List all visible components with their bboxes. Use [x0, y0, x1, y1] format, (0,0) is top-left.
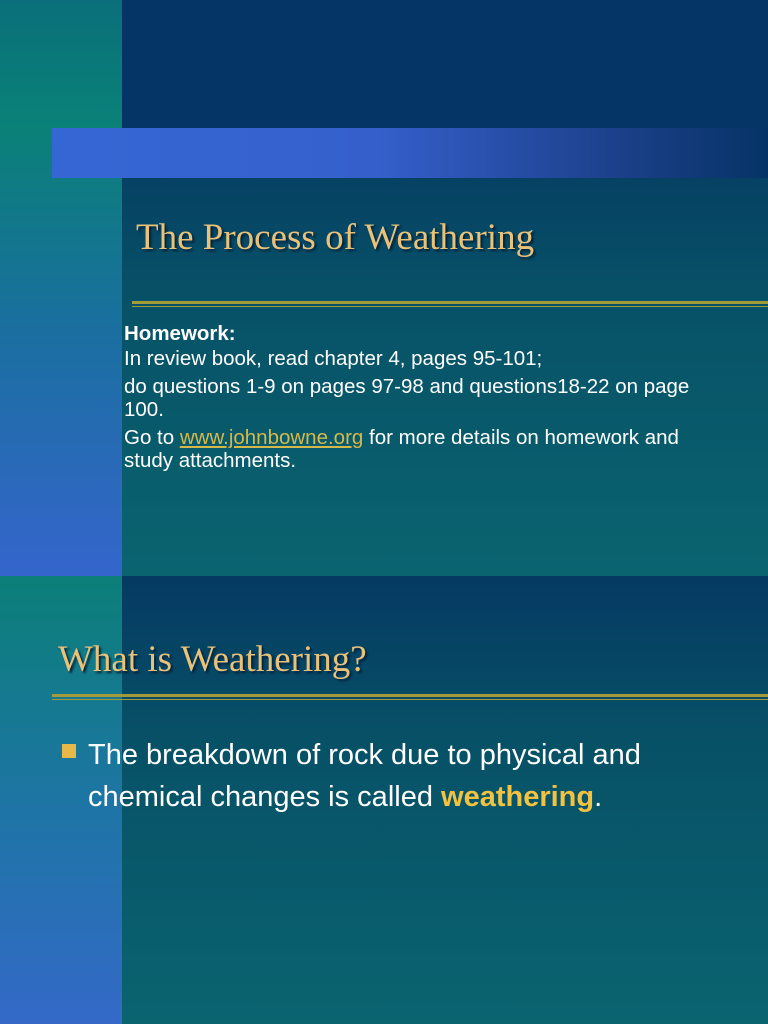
bullet-item: [62, 734, 752, 818]
homework-text-block: [124, 322, 724, 477]
slide-title: What is Weathering?: [58, 639, 367, 680]
homework-line-reading: In review book, read chapter 4, pages 95-101;: [124, 347, 543, 370]
homework-heading: Homework:: [124, 322, 236, 345]
homework-line-questions: do questions 1-9 on pages 97-98 and questions18-22 on page 100.: [124, 375, 690, 421]
previous-slide-fragment: [0, 0, 768, 128]
bullet-body: The breakdown of rock due to physical and chemical changes is called: [88, 739, 641, 813]
slide-process-of-weathering[interactable]: [0, 128, 768, 576]
website-suffix: for more details on homework and study attachments.: [124, 426, 679, 472]
website-prefix: Go to: [124, 426, 180, 449]
website-link[interactable]: www.johnbowne.org: [179, 426, 364, 449]
square-bullet-icon: [62, 744, 76, 758]
slide-title: The Process of Weathering: [136, 217, 535, 258]
slide-what-is-weathering[interactable]: [0, 576, 768, 1024]
title-divider: [52, 694, 768, 700]
previous-slide-background: [122, 0, 768, 128]
homework-line-website: [124, 426, 724, 472]
slide-left-band: [0, 128, 122, 576]
previous-slide-left-band: [0, 0, 122, 128]
title-divider: [132, 301, 768, 307]
bullet-text: [88, 734, 752, 818]
slide-title-bar: [52, 128, 768, 178]
bullet-emphasis: weathering: [441, 781, 595, 813]
bullet-end: .: [594, 781, 603, 813]
